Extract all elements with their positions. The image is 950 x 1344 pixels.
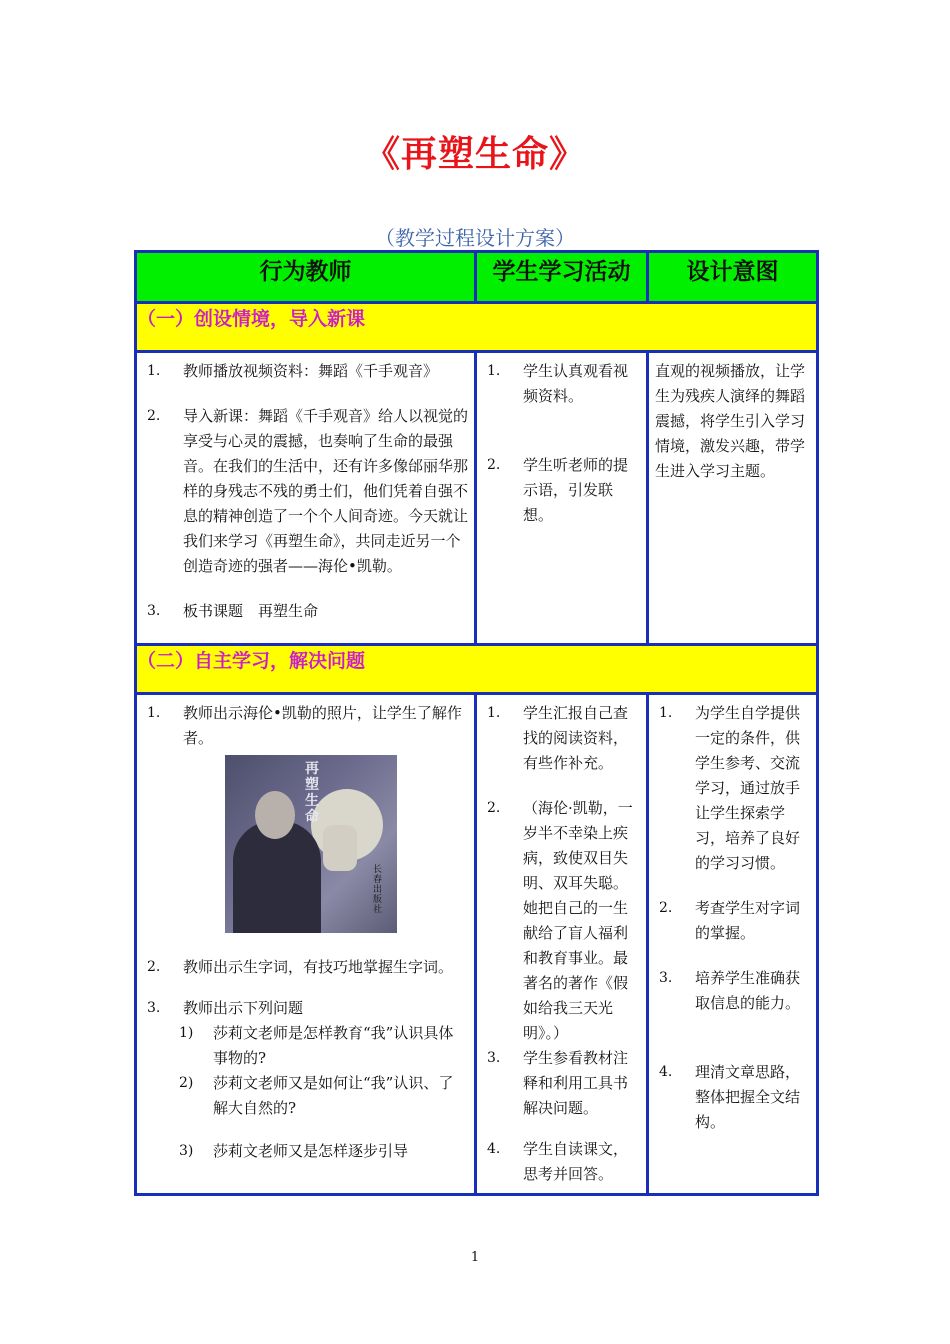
item-number: 3. [147, 1000, 161, 1016]
item-number: 1. [659, 705, 673, 721]
item-text: 培养学生准确获取信息的能力。 [695, 969, 801, 1012]
question-text: 莎莉文老师是怎样教育“我”认识具体事物的? [213, 1024, 454, 1067]
header-row [136, 252, 818, 303]
item-number: 1. [147, 363, 161, 379]
lesson-plan-table [134, 250, 819, 1196]
section-1-design-cell [648, 352, 818, 645]
page-number: 1 [470, 1250, 480, 1265]
item-text: 理清文章思路，整体把握全文结构。 [695, 1063, 801, 1131]
item-text: 教师出示下列问题 [183, 999, 304, 1017]
item-text: 为学生自学提供一定的条件，供学生参考、交流学习，通过放手让学生探索学习，培养了良好的学习习惯。 [695, 704, 801, 872]
photo-hand [323, 825, 357, 871]
item-text: 学生汇报自己查找的阅读资料，有些作补充。 [523, 704, 629, 772]
header-teacher: 行为教师 [136, 252, 476, 303]
section-2-content-row [136, 694, 818, 1195]
section-1-teacher-cell [136, 352, 476, 645]
question-number: 1) [179, 1025, 194, 1041]
list-item [655, 896, 810, 946]
list-item [483, 453, 640, 528]
list-item [143, 359, 468, 384]
item-number: 2. [147, 408, 161, 424]
list-item [143, 404, 468, 579]
item-text: （海伦·凯勒，一岁半不幸染上疾病，致使双目失明、双耳失聪。她把自己的一生献给了盲人福利和教育事业。最著名的著作《假如给我三天光明》。） [523, 799, 633, 1042]
item-number: 1. [147, 705, 161, 721]
question-text: 莎莉文老师又是如何让“我”认识、了解大自然的? [213, 1074, 454, 1117]
question-number: 2) [179, 1075, 194, 1091]
list-item [655, 1060, 810, 1135]
document-title: 《再塑生命》 [363, 134, 586, 175]
item-number: 2. [659, 900, 673, 916]
item-number: 3. [659, 970, 673, 986]
item-number: 2. [147, 959, 161, 975]
helen-keller-photo [225, 755, 397, 933]
item-number: 3. [487, 1050, 501, 1066]
item-number: 2. [487, 457, 501, 473]
section-1-heading: （一）创设情境，导入新课 [136, 303, 818, 352]
section-2-design-cell [648, 694, 818, 1195]
item-text: 教师出示生字词，有技巧地掌握生字词。 [183, 958, 454, 976]
item-number: 4. [659, 1064, 673, 1080]
question-item [143, 1021, 468, 1071]
question-number: 3) [179, 1143, 194, 1159]
section-2-heading: （二）自主学习，解决问题 [136, 645, 818, 694]
header-design: 设计意图 [648, 252, 818, 303]
item-text: 导入新课：舞蹈《千手观音》给人以视觉的享受与心灵的震撼，也奏响了生命的最强音。在我们的生活中，还有许多像邰丽华那样的身残志不残的勇士们，他们凭着自强不息的精神创造了一个个人间奇迹。今天就让我们来学习《再塑生命》，共同走近另一个创造奇迹的强者——海伦•凯勒。 [183, 407, 469, 575]
list-item [483, 1046, 640, 1121]
item-number: 2. [487, 800, 501, 816]
section-1-content-row [136, 352, 818, 645]
question-item [143, 1071, 468, 1121]
list-item [655, 966, 810, 1016]
item-number: 4. [487, 1141, 501, 1157]
header-student: 学生学习活动 [476, 252, 648, 303]
question-item [143, 1139, 468, 1164]
item-text: 学生自读课文，思考并回答。 [523, 1140, 629, 1183]
list-item [483, 1137, 640, 1187]
section-2-student-cell [476, 694, 648, 1195]
document-subtitle: （教学过程设计方案） [375, 226, 575, 250]
item-number: 1. [487, 705, 501, 721]
list-item [483, 701, 640, 776]
list-item [483, 796, 640, 1046]
section-2-heading-row [136, 645, 818, 694]
photo-cover-text: 再塑生命 [305, 761, 319, 825]
design-intent-text: 直观的视频播放，让学生为残疾人演绎的舞蹈震撼，将学生引入学习情境，激发兴趣，带学生进入学习主题。 [655, 362, 806, 480]
list-item [655, 701, 810, 876]
list-item [483, 359, 640, 409]
question-text: 莎莉文老师又是怎样逐步引导 [213, 1142, 409, 1160]
photo-face [255, 791, 295, 839]
item-text: 学生听老师的提示语，引发联想。 [523, 456, 629, 524]
item-text: 教师出示海伦•凯勒的照片，让学生了解作者。 [183, 704, 462, 747]
list-item [143, 955, 468, 980]
item-text: 考查学生对字词的掌握。 [695, 899, 801, 942]
section-1-student-cell [476, 352, 648, 645]
list-item [143, 996, 468, 1021]
list-item [143, 599, 468, 624]
item-number: 3. [147, 603, 161, 619]
section-2-teacher-cell [136, 694, 476, 1195]
list-item [143, 701, 468, 751]
item-text: 板书课题 再塑生命 [183, 602, 319, 620]
section-1-heading-row [136, 303, 818, 352]
item-text: 教师播放视频资料：舞蹈《千手观音》 [183, 362, 439, 380]
item-number: 1. [487, 363, 501, 379]
photo-publisher-stamp: 长春出版社 [373, 865, 383, 915]
item-text: 学生参看教材注释和利用工具书解决问题。 [523, 1049, 629, 1117]
item-text: 学生认真观看视频资料。 [523, 362, 629, 405]
